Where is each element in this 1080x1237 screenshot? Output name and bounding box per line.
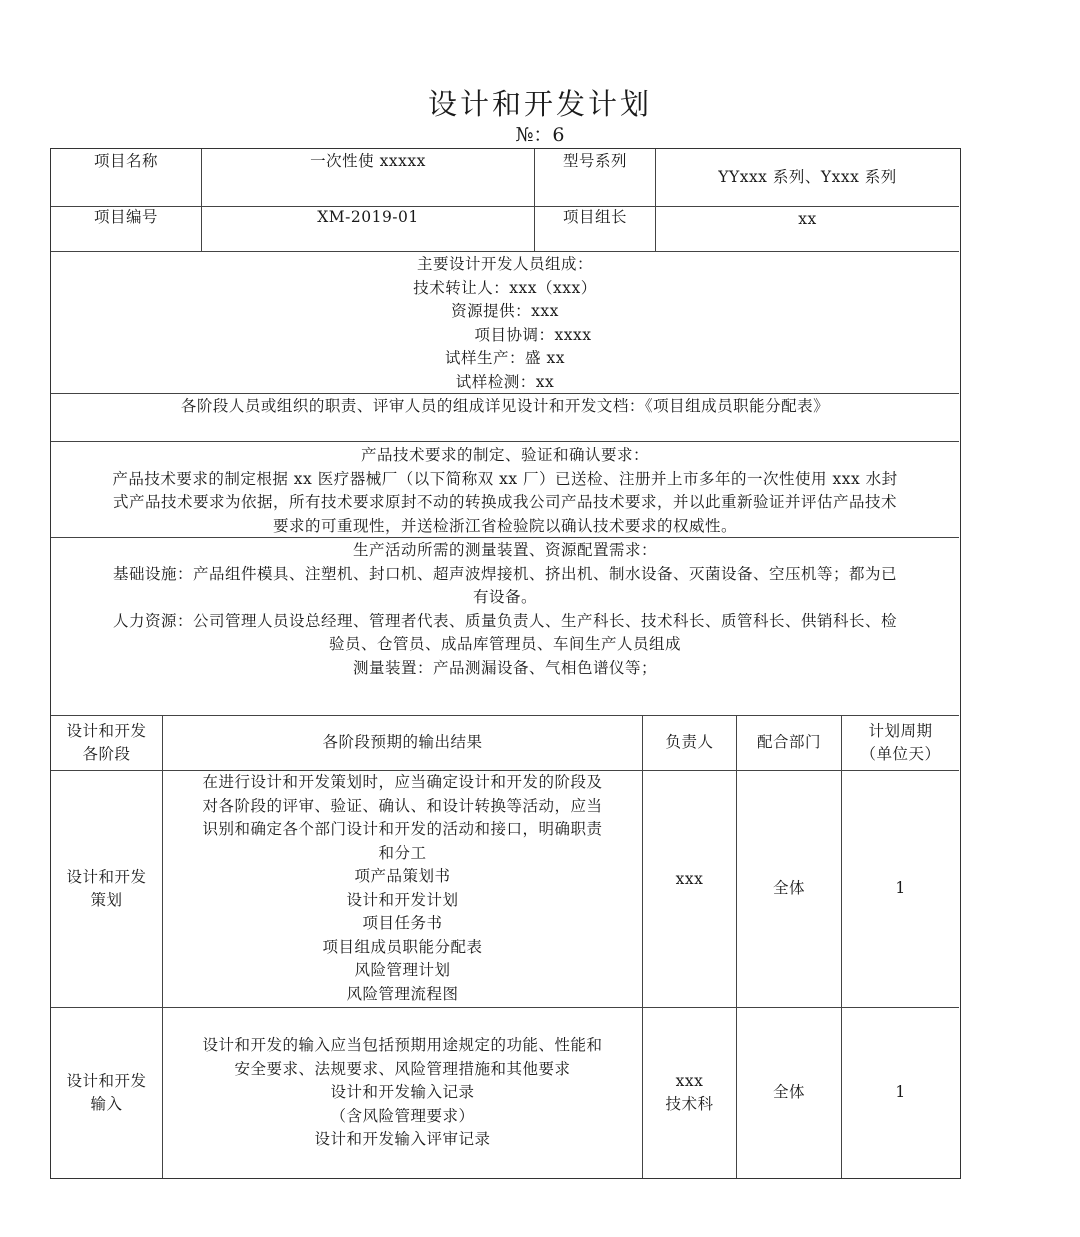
personnel-line: 试样检测：xx <box>455 372 555 391</box>
owner-line: 技术科 <box>665 1095 714 1113</box>
personnel-heading: 主要设计开发人员组成： <box>416 255 593 273</box>
output-line: 项目任务书 <box>362 914 443 932</box>
output-line: 安全要求、法规要求、风险管理措施和其他要求 <box>234 1059 571 1078</box>
output-line: 识别和确定各个部门设计和开发的活动和接口，明确职责 <box>202 820 603 838</box>
output-line: 风险管理计划 <box>354 961 451 979</box>
resources-section <box>51 539 959 680</box>
personnel-note: 各阶段人员或组织的职责、评审人员的组成详见设计和开发文档：《项目组成员职能分配表》 <box>180 397 830 415</box>
output-line: 设计和开发的输入应当包括预期用途规定的功能、性能和 <box>202 1036 603 1055</box>
dept-cell: 全体 <box>772 1083 805 1102</box>
resources-heading: 生产活动所需的测量装置、资源配置需求： <box>352 541 657 559</box>
plan-table <box>50 148 961 1179</box>
document-number: №：6 <box>515 124 565 146</box>
output-line: 和分工 <box>378 843 427 862</box>
header-dept: 配合部门 <box>756 733 821 752</box>
requirements-section <box>51 444 959 538</box>
header-stage-line: 各阶段 <box>82 745 131 763</box>
owner-cell <box>643 1008 736 1178</box>
owner-line: xxx <box>675 870 704 889</box>
team-leader-label: 项目组长 <box>562 208 627 226</box>
personnel-line: 试样生产：盛 xx <box>445 349 565 367</box>
output-cell <box>163 771 642 1006</box>
header-owner: 负责人 <box>665 733 714 752</box>
header-period-line: （单位天） <box>860 745 941 763</box>
stage-line: 设计和开发 <box>66 1071 147 1090</box>
stage-line: 输入 <box>90 1095 123 1113</box>
header-period <box>842 716 959 770</box>
hr-line: 验员、仓管员、成品库管理员、车间生产人员组成 <box>328 635 681 653</box>
output-line: 风险管理流程图 <box>346 984 459 1003</box>
project-code-label: 项目编号 <box>93 208 158 226</box>
hr-line: 人力资源：公司管理人员设总经理、管理者代表、质量负责人、生产科长、技术科长、质管科长、供销科长、检 <box>112 611 897 630</box>
requirements-heading: 产品技术要求的制定、验证和确认要求： <box>360 446 649 464</box>
header-stage <box>51 716 162 770</box>
output-line: 设计和开发输入记录 <box>330 1083 475 1102</box>
requirements-line: 式产品技术要求为依据，所有技术要求原封不动的转换成我公司产品技术要求，并以此重新验证并评估产品技术 <box>112 493 897 511</box>
requirements-line: 要求的可重现性，并送检浙江省检验院以确认技术要求的权威性。 <box>272 516 737 535</box>
requirements-line: 产品技术要求的制定根据 xx 医疗器械厂（以下简称双 xx 厂）已送检、注册并上市多年的一次性使用 xxx 水封 <box>112 469 898 488</box>
output-line: 设计和开发计划 <box>346 890 459 909</box>
document-title: 设计和开发计划 <box>427 87 652 121</box>
personnel-line: 项目协调：xxxx <box>474 325 592 344</box>
infrastructure-line: 有设备。 <box>472 588 537 606</box>
rule <box>51 441 959 442</box>
output-line: 在进行设计和开发策划时，应当确定设计和开发的阶段及 <box>202 773 603 791</box>
output-line: 项产品策划书 <box>354 867 451 885</box>
output-line: （含风险管理要求） <box>330 1106 475 1125</box>
output-line: 设计和开发输入评审记录 <box>314 1130 491 1149</box>
infrastructure-line: 基础设施：产品组件模具、注塑机、封口机、超声波焊接机、挤出机、制水设备、灭菌设备、空压机等；都为已 <box>112 564 897 583</box>
header-output: 各阶段预期的输出结果 <box>322 733 483 752</box>
model-series-label: 型号系列 <box>562 152 627 170</box>
header-period-line: 计划周期 <box>868 721 933 740</box>
output-line: 项目组成员职能分配表 <box>322 937 483 956</box>
stage-cell <box>51 1008 162 1178</box>
rule <box>51 251 959 252</box>
personnel-section <box>51 253 959 394</box>
model-series-value: YYxxx 系列、Yxxx 系列 <box>718 168 897 186</box>
measurement-line: 测量装置：产品测漏设备、气相色谱仪等； <box>352 658 657 677</box>
owner-line: xxx <box>675 1071 704 1090</box>
stage-cell <box>51 771 162 1007</box>
personnel-line: 资源提供：xxx <box>451 302 559 320</box>
team-leader-value: xx <box>798 210 817 228</box>
rule <box>655 149 656 251</box>
project-name-value: 一次性使 xxxxx <box>310 152 426 170</box>
header-stage-line: 设计和开发 <box>66 721 147 740</box>
period-cell: 1 <box>895 879 906 898</box>
period-cell: 1 <box>895 1083 906 1102</box>
output-cell <box>163 1008 642 1178</box>
project-name-label: 项目名称 <box>93 152 158 170</box>
output-line: 对各阶段的评审、验证、确认、和设计转换等活动，应当 <box>202 796 603 815</box>
personnel-line: 技术转让人：xxx（xxx） <box>413 278 597 297</box>
stage-line: 策划 <box>90 891 123 909</box>
project-code-value: XM-2019-01 <box>317 208 419 226</box>
dept-cell: 全体 <box>772 879 805 898</box>
owner-cell <box>643 771 736 989</box>
stage-line: 设计和开发 <box>66 867 147 886</box>
